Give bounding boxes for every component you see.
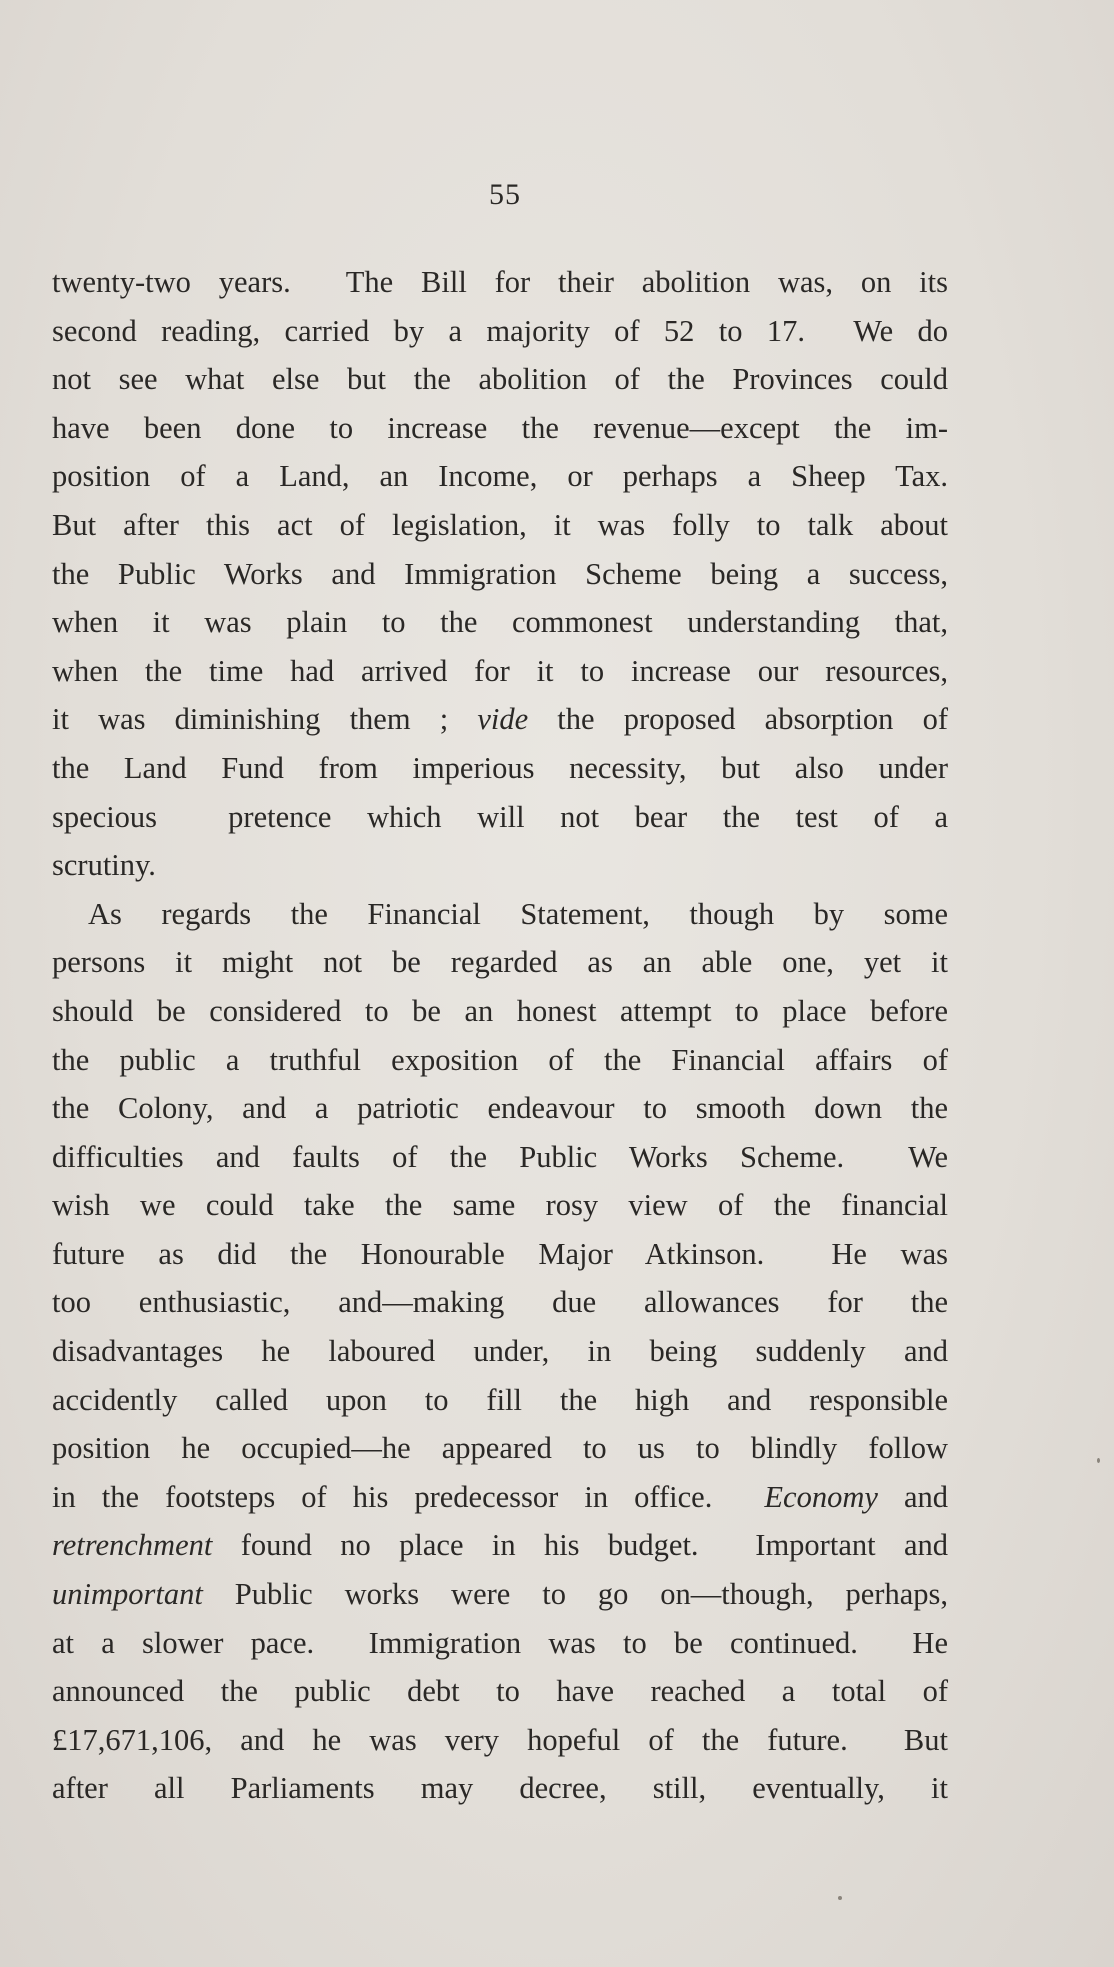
text-segment: scrutiny. <box>52 848 156 883</box>
text-line <box>52 1230 948 1279</box>
text-line <box>52 1667 948 1716</box>
text-line <box>52 1764 948 1813</box>
text-segment: announced the public debt to have reached a total of <box>52 1674 948 1709</box>
italic-text: Economy <box>764 1479 878 1514</box>
text-segment: position of a Land, an Income, or perhaps a Sheep Tax. <box>52 459 948 494</box>
text-segment: found no place in his budget. Important and <box>212 1528 948 1563</box>
text-segment: the Colony, and a patriotic endeavour to smooth down the <box>52 1091 948 1126</box>
text-segment: the Public Works and Immigration Scheme being a success, <box>52 556 948 591</box>
text-segment: difficulties and faults of the Public Works Scheme. We <box>52 1139 948 1174</box>
text-segment: not see what else but the abolition of the Provinces could <box>52 362 948 397</box>
text-line <box>52 744 948 793</box>
italic-text: vide <box>477 702 529 737</box>
text-line <box>52 1473 948 1522</box>
text-segment: after all Parliaments may decree, still, eventually, it <box>52 1771 948 1806</box>
text-segment: second reading, carried by a majority of 52 to 17. We do <box>52 313 948 348</box>
text-line <box>52 938 948 987</box>
text-line <box>52 598 948 647</box>
text-segment: when it was plain to the commonest understanding that, <box>52 605 948 640</box>
text-segment: and <box>877 1479 948 1514</box>
text-segment: accidently called upon to fill the high and responsible <box>52 1382 948 1417</box>
text-line <box>52 258 948 307</box>
text-line <box>52 1327 948 1376</box>
text-line <box>52 1084 948 1133</box>
page-number: 55 <box>489 178 521 211</box>
text-segment: should be considered to be an honest attempt to place before <box>52 993 948 1028</box>
text-segment: the public a truthful exposition of the Financial affairs of <box>52 1042 948 1077</box>
text-segment: But after this act of legislation, it was folly to talk about <box>52 507 948 542</box>
text-segment: twenty-two years. The Bill for their abolition was, on its <box>52 265 948 299</box>
italic-text: unimportant <box>52 1577 203 1612</box>
text-line <box>52 647 948 696</box>
text-segment: it was diminishing them ; <box>52 702 478 737</box>
text-segment: position he occupied—he appeared to us to blindly follow <box>52 1431 948 1466</box>
text-line <box>52 1424 948 1473</box>
text-line <box>52 307 948 356</box>
text-line <box>52 1521 948 1570</box>
text-line <box>52 550 948 599</box>
text-segment: As regards the Financial Statement, though by some <box>88 896 948 931</box>
text-segment: Public works were to go on—though, perhaps, <box>202 1577 948 1612</box>
italic-text: retrenchment <box>52 1528 213 1563</box>
text-line <box>52 501 948 550</box>
text-segment: the Land Fund from imperious necessity, but also under <box>52 750 948 785</box>
text-line <box>52 1376 948 1425</box>
text-segment: future as did the Honourable Major Atkinson. He was <box>52 1236 948 1271</box>
paper-speck <box>1097 1458 1100 1463</box>
text-segment: wish we could take the same rosy view of the financial <box>52 1188 948 1223</box>
text-segment: too enthusiastic, and—making due allowances for the <box>52 1285 948 1320</box>
text-line <box>52 1278 948 1327</box>
text-line <box>52 890 948 939</box>
text-line <box>52 1570 948 1619</box>
body-text <box>52 258 948 1813</box>
text-line <box>52 1716 948 1765</box>
text-line <box>52 1133 948 1182</box>
text-line <box>52 452 948 501</box>
text-line <box>52 1619 948 1668</box>
text-line <box>52 355 948 404</box>
text-segment: at a slower pace. Immigration was to be continued. He <box>52 1625 948 1660</box>
text-segment: disadvantages he laboured under, in being suddenly and <box>52 1334 948 1369</box>
paper-speck <box>838 1896 842 1900</box>
text-segment: £17,671,106, and he was very hopeful of the future. But <box>52 1722 948 1757</box>
text-line <box>52 404 948 453</box>
text-segment: when the time had arrived for it to increase our resources, <box>52 653 948 688</box>
text-segment: specious pretence which will not bear the test of a <box>52 799 948 834</box>
text-line <box>52 793 948 842</box>
text-segment: persons it might not be regarded as an able one, yet it <box>52 945 948 980</box>
text-line <box>52 841 948 890</box>
text-segment: have been done to increase the revenue—except the im- <box>52 410 948 445</box>
text-line <box>52 1181 948 1230</box>
text-segment: the proposed absorption of <box>528 702 948 737</box>
text-segment: in the footsteps of his predecessor in office. <box>52 1479 765 1514</box>
text-line <box>52 695 948 744</box>
text-line <box>52 1036 948 1085</box>
text-line <box>52 987 948 1036</box>
